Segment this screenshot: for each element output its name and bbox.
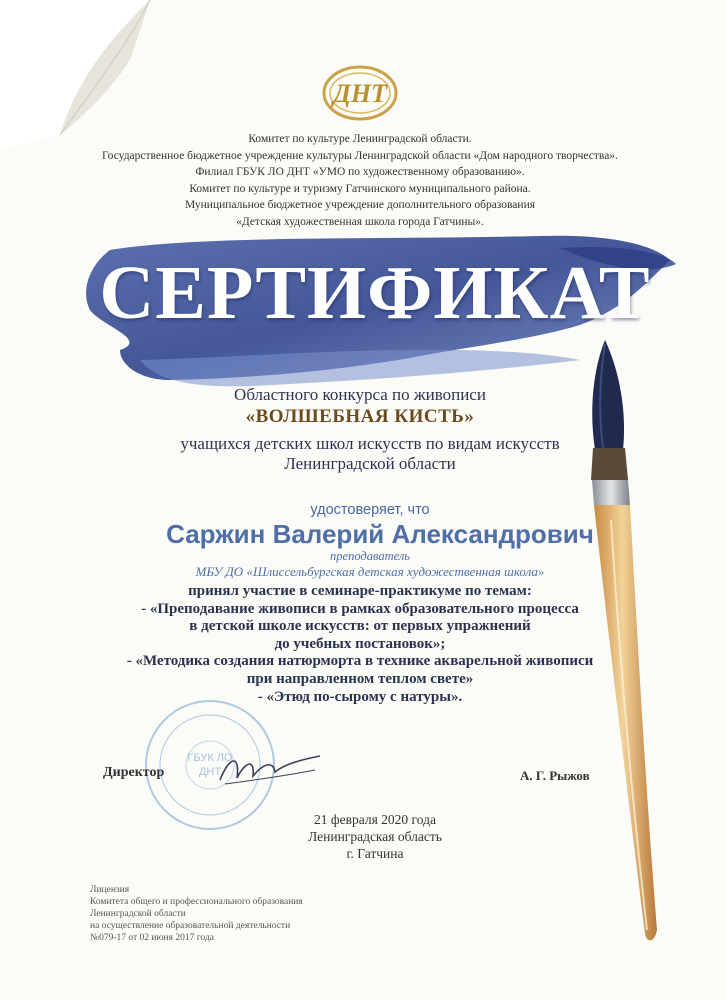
license-line: Лицензия (90, 885, 130, 895)
logo-text: ДНТ (333, 79, 387, 108)
date-place-block (255, 811, 495, 862)
topic-line: принял участие в семинаре-практикуме по темам: (188, 583, 532, 599)
license-line: Ленинградской области (90, 909, 186, 919)
license-line: на осуществление образовательной деятельности (90, 921, 291, 931)
date-line: 21 февраля 2020 года (314, 812, 436, 827)
contest-line-3: учащихся детских школ искусств по видам искусств (180, 434, 560, 453)
paintbrush-icon (575, 330, 685, 970)
organizations-block (60, 131, 660, 230)
city-line: г. Гатчина (346, 846, 404, 861)
page-curl-decoration (0, 0, 170, 150)
certificate-title: СЕРТИФИКАТ (99, 251, 651, 335)
recipient-school: МБУ ДО «Шлиссельбургская детская художественная школа» (195, 564, 545, 579)
svg-text:ДНТ: ДНТ (198, 766, 222, 778)
svg-text:ГБУК ЛО: ГБУК ЛО (187, 752, 233, 764)
dnt-logo-icon (315, 58, 405, 128)
topic-line: в детской школе искусств: от первых упражнений (189, 618, 531, 635)
contest-name: «ВОЛШЕБНАЯ КИСТЬ» (245, 406, 475, 427)
org-line: Государственное бюджетное учреждение культуры Ленинградской области «Дом народного творчества». (102, 149, 618, 162)
region-line: Ленинградская область (308, 829, 442, 844)
director-label: Директор (103, 765, 165, 780)
license-line: Комитета общего и профессионального образования (90, 897, 303, 907)
org-line: Комитет по культуре и туризму Гатчинского муниципального района. (189, 182, 531, 195)
topic-line: - «Этюд по-сырому с натуры». (257, 688, 463, 705)
org-line: Комитет по культуре Ленинградской области. (248, 133, 472, 145)
license-block (90, 884, 390, 944)
contest-line-4: Ленинградской области (284, 454, 456, 473)
director-name: А. Г. Рыжов (520, 768, 590, 783)
org-line: Филиал ГБУК ЛО ДНТ «УМО по художественному образованию». (195, 166, 525, 178)
recipient-role: преподаватель (330, 549, 410, 563)
certifies-text: удостоверяет, что (310, 502, 430, 518)
org-line: Муниципальное бюджетное учреждение дополнительного образования (184, 199, 536, 211)
contest-line-1: Областного конкурса по живописи (234, 385, 486, 404)
contest-description (90, 434, 650, 474)
topic-line: - «Методика создания натюрморта в технике акварельной живописи (126, 653, 594, 670)
topic-line: - «Преподавание живописи в рамках образовательного процесса (141, 600, 579, 617)
topic-line: при направленном теплом свете» (246, 670, 474, 687)
org-line: «Детская художественная школа города Гатчины». (236, 215, 484, 228)
topic-line: до учебных постановок»; (274, 635, 446, 652)
seminar-topics (90, 583, 630, 706)
license-line: №079-17 от 02 июня 2017 года (90, 933, 214, 943)
director-signature (215, 750, 325, 790)
recipient-name: Саржин Валерий Александрович (166, 519, 594, 549)
